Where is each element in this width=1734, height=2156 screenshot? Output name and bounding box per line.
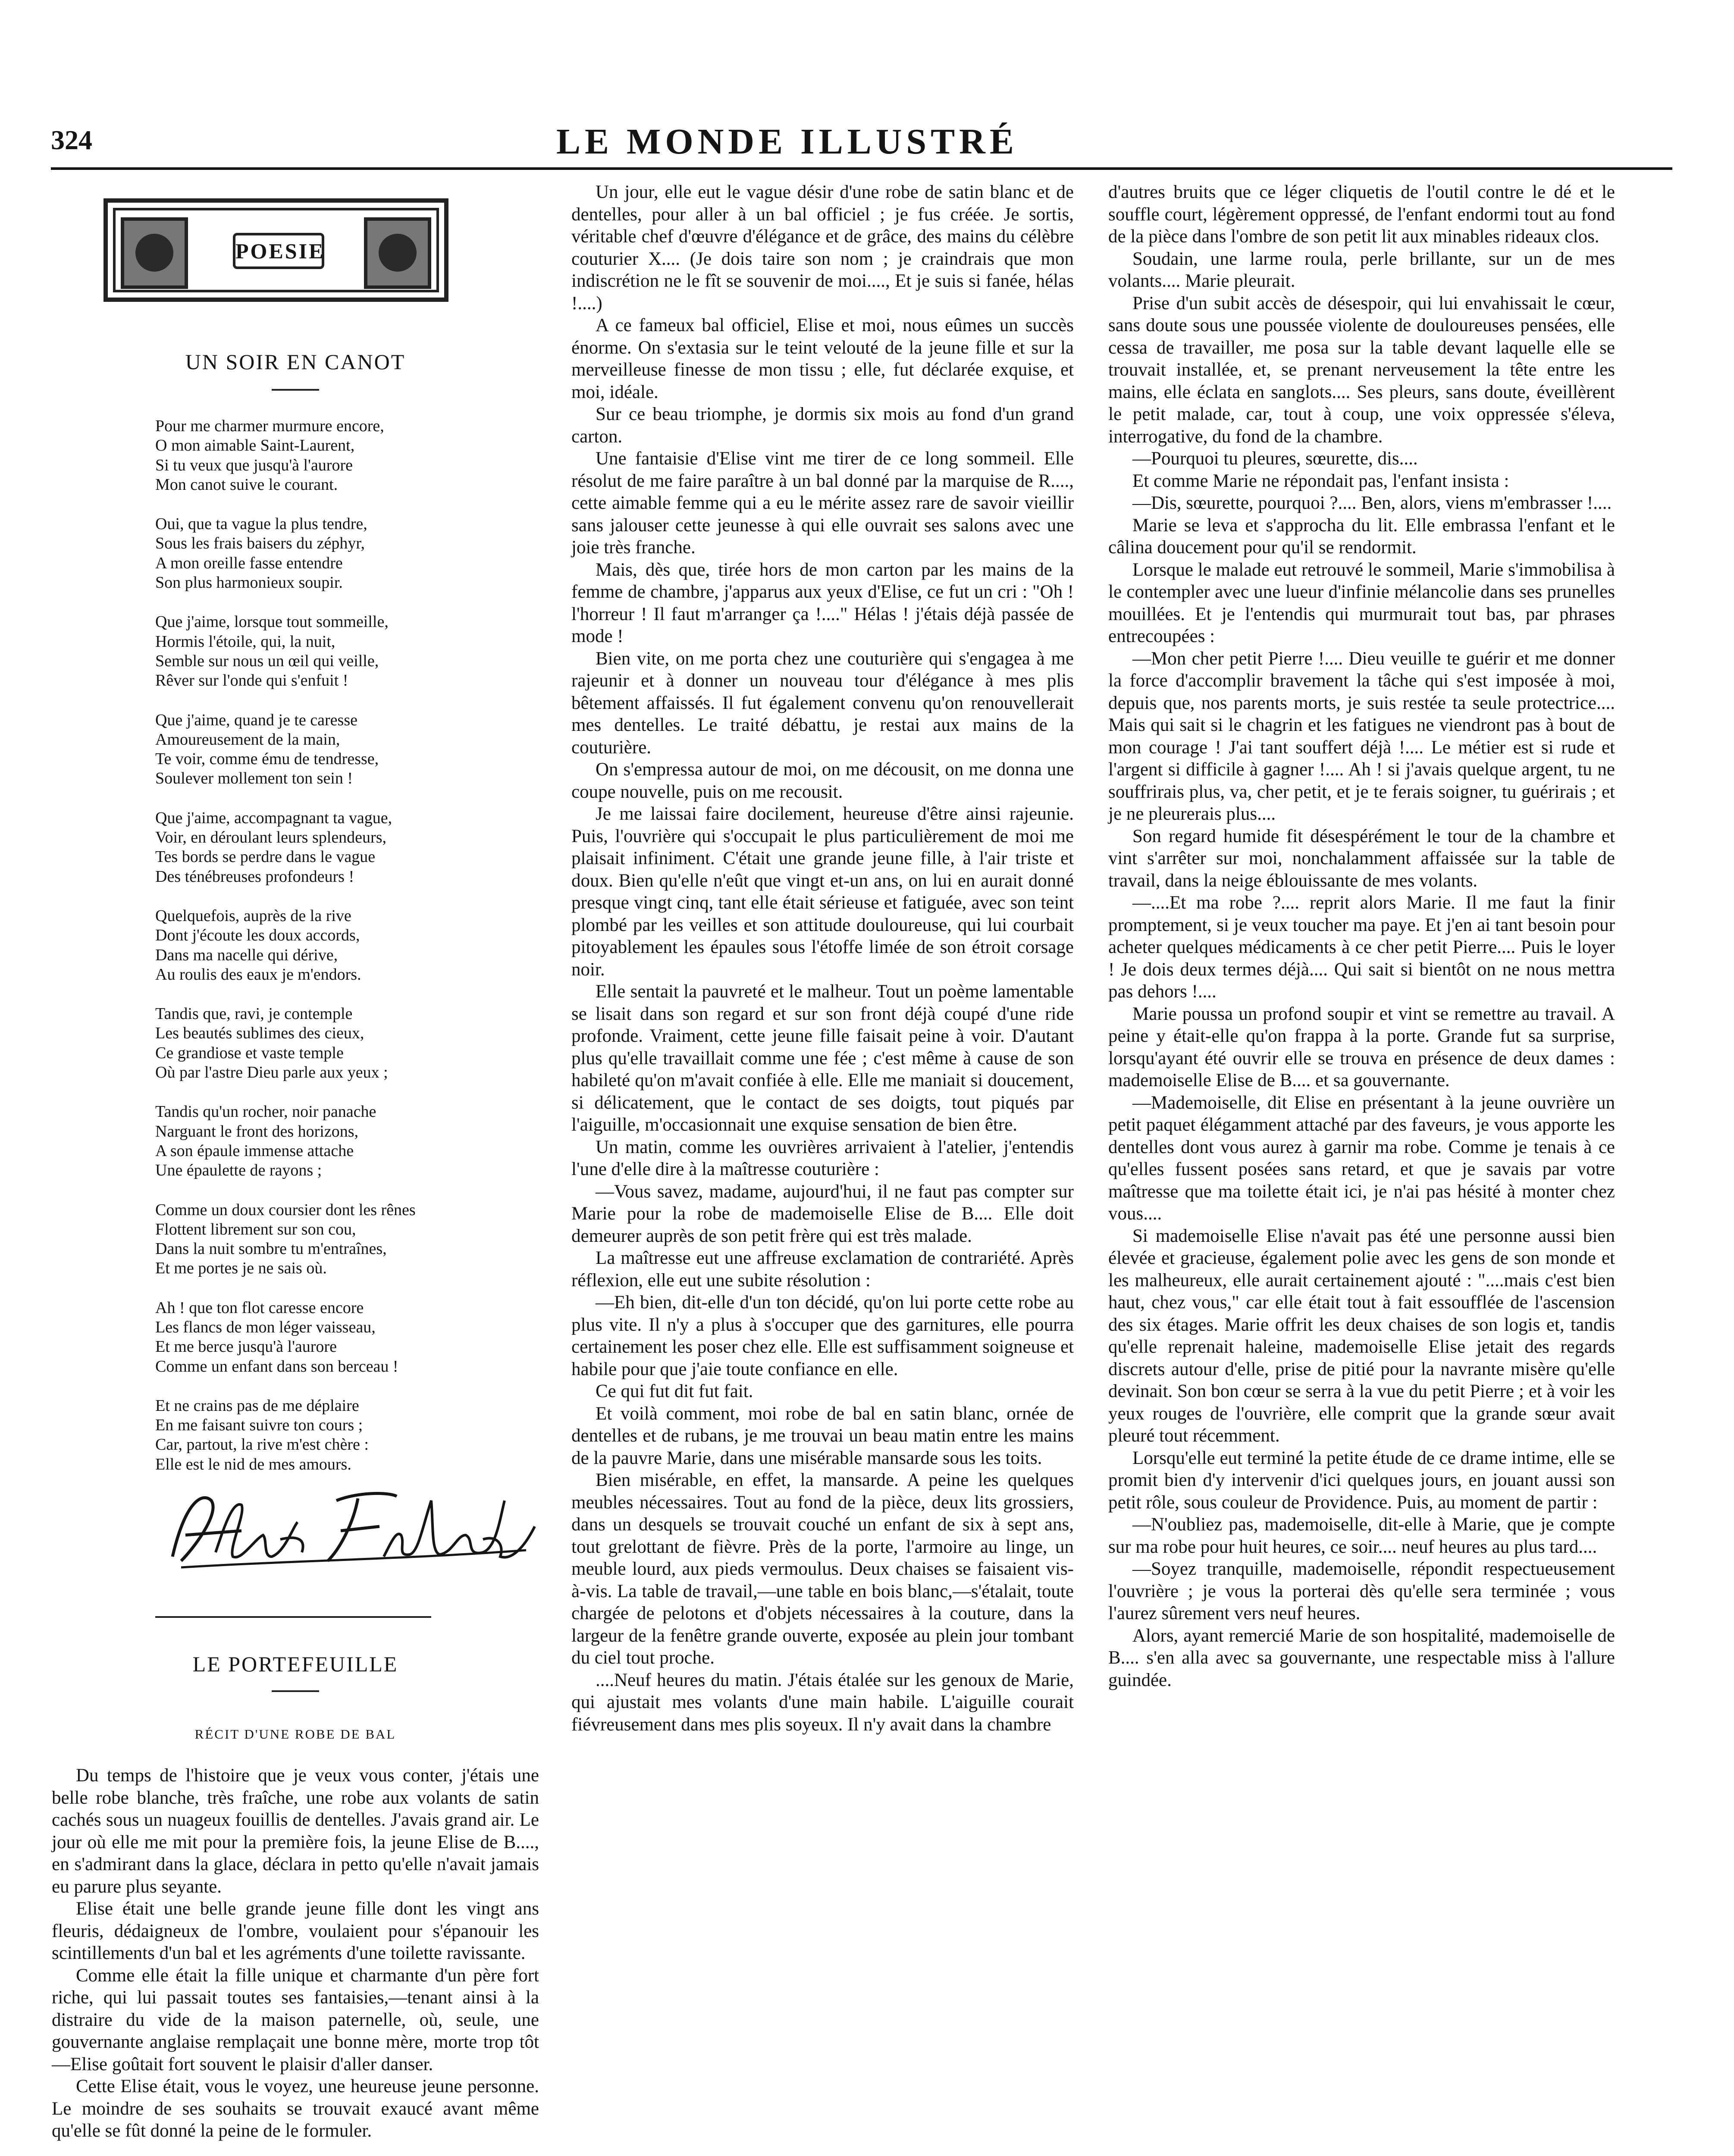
- article-subtitle: RÉCIT D'UNE ROBE DE BAL: [194, 1727, 396, 1742]
- poem-line: Te voir, comme ému de tendresse,: [155, 750, 379, 768]
- paragraph: Et voilà comment, moi robe de bal en satin blanc, ornée de dentelles et de rubans, je me trouvai un beau matin entre les mains de la pauvre Marie, dans une misérable mansarde sous les toits.: [571, 1403, 1074, 1468]
- paragraph: Un jour, elle eut le vague désir d'une robe de satin blanc et de dentelles, pour aller à un bal officiel ; je fus créée. Je sortis, véritable chef d'œuvre d'élégance et de grâce, des mains du célèbre couturier X.... (Je dois taire son nom ; je craindrais que mon indiscrétion ne le fît se souvenir de moi...., Et je suis si fanée, hélas !....): [571, 182, 1074, 313]
- poem-line: Son plus harmonieux soupir.: [155, 573, 343, 592]
- paragraph: Du temps de l'histoire que je veux vous conter, j'étais une belle robe blanche, très fraîche, une robe aux volants de satin cachés sous un nuageux fouillis de dentelles. J'avais grand air. Le jour où elle me mit pour la première fois, la jeune Elise de B...., en s'admirant dans la glace, déclara in petto qu'elle n'avait jamais eu parure plus seyante.: [52, 1765, 539, 1897]
- page-number: 324: [51, 125, 92, 155]
- poem-title: UN SOIR EN CANOT: [185, 350, 406, 374]
- paragraph: Bien misérable, en effet, la mansarde. A peine les quelques meubles nécessaires. Tout au fond de la pièce, deux lits grossiers, dans un desquels se trouvait couché un enfant de six à sept ans, tout grelottant de fièvre. Près de la porte, l'armoire au linge, un meuble lourd, aux pieds vermoulus. Deux chaises se faisaient vis-à-vis. La table de travail,—une table en bois blanc,—s'étalait, toute chargée de pelotons et d'objets nécessaires à la couture, dans la largeur de la fenêtre grande ouverte, exposée au plein jour tombant du ciel tout proche.: [571, 1470, 1074, 1668]
- paragraph: Sur ce beau triomphe, je dormis six mois au fond d'un grand carton.: [571, 404, 1074, 447]
- paragraph: ....Neuf heures du matin. J'étais étalée sur les genoux de Marie, qui ajustait mes volants d'une main habile. L'aiguille courait fiévreusement dans mes plis soyeux. Il n'y avait dans la chambre: [571, 1670, 1074, 1735]
- poem-line: Que j'aime, quand je te caresse: [155, 711, 357, 729]
- poem-line: Amoureusement de la main,: [155, 730, 340, 749]
- paragraph: d'autres bruits que ce léger cliquetis de l'outil contre le dé et le souffle court, légèrement oppressé, de l'enfant endormi tout au fond de la pièce dans l'ombre de son petit lit aux minables rideaux clos.: [1108, 182, 1615, 247]
- paragraph: —Soyez tranquille, mademoiselle, répondit respectueusement l'ouvrière ; je vous la porterai dès qu'elle sera terminée ; vous l'aurez sûrement vers neuf heures.: [1108, 1559, 1615, 1623]
- poem-line: Dans la nuit sombre tu m'entraînes,: [155, 1240, 387, 1258]
- poem-stanza: [155, 612, 416, 690]
- paragraph: —N'oubliez pas, mademoiselle, dit-elle à Marie, que je compte sur ma robe pour huit heures, ce soir.... neuf heures au plus tard....: [1108, 1514, 1615, 1557]
- poem-stanza: [155, 514, 416, 592]
- poem-line: Et ne crains pas de me déplaire: [155, 1396, 359, 1415]
- poem-line: Narguant le front des horizons,: [155, 1122, 359, 1141]
- paragraph: Son regard humide fit désespérément le tour de la chambre et vint s'arrêter sur moi, nonchalamment affaissée sur la table de travail, dans la neige éblouissante de mes volants.: [1108, 826, 1615, 891]
- paragraph: Marie poussa un profond soupir et vint se remettre au travail. A peine y était-elle qu'on frappa à la porte. Grande fut sa surprise, lorsqu'ayant été ouvrir elle se trouva en présence de deux dames : mademoiselle Elise de B.... et sa gouvernante.: [1108, 1003, 1615, 1091]
- paragraph: Alors, ayant remercié Marie de son hospitalité, mademoiselle de B.... s'en alla avec sa gouvernante, une respectable miss à l'allure guindée.: [1108, 1625, 1615, 1690]
- column-3-text: [1108, 181, 1615, 1691]
- poem-line: Comme un doux coursier dont les rênes: [155, 1200, 416, 1219]
- poem-line: Flottent librement sur son cou,: [155, 1220, 356, 1238]
- poem-line: Soulever mollement ton sein !: [155, 769, 353, 788]
- poem-line: Si tu veux que jusqu'à l'aurore: [155, 456, 353, 474]
- poetry-banner: [103, 198, 448, 302]
- article-title: LE PORTEFEUILLE: [192, 1652, 398, 1676]
- poem-stanza: [155, 1298, 416, 1376]
- paragraph: Elise était une belle grande jeune fille dont les vingt ans fleuris, dédaigneux de l'ombre, voulaient pour s'épanouir les scintillements d'un bal et les agréments d'une toilette ravissante.: [52, 1899, 539, 1963]
- poem-line: A mon oreille fasse entendre: [155, 554, 343, 572]
- paragraph: —Mon cher petit Pierre !.... Dieu veuille te guérir et me donner la force d'accomplir bravement la tâche qui s'est imposée à moi, depuis que, nos parents morts, je suis restée ta seule protectrice.... Mais qui sait si le chagrin et les fatigues ne viendront pas à bout de mon courage ! J'ai tant souffert déjà !.... Le métier est si rude et l'argent si difficile à gagner !.... Ah ! si j'avais quelque argent, tu ne souffrirais plus, va, cher petit, et je te ferais soigner, tu guérirais ; et je ne pleurerais plus....: [1108, 648, 1615, 824]
- paragraph: —Eh bien, dit-elle d'un ton décidé, qu'on lui porte cette robe au plus vite. Il n'y a plus à s'occuper que des garnitures, elle pourra certainement les poser chez elle. Elle est suffisamment soigneuse et habile pour que j'aie toute confiance en elle.: [571, 1292, 1074, 1379]
- poem-line: Et me berce jusqu'à l'aurore: [155, 1338, 337, 1356]
- paragraph: Mais, dès que, tirée hors de mon carton par les mains de la femme de chambre, j'apparus aux yeux d'Elise, ce fut un cri : "Oh ! l'horreur ! Il faut m'arranger ça !...." Hélas ! j'étais déjà passée de mode !: [571, 559, 1074, 646]
- poem-line: Dont j'écoute les doux accords,: [155, 926, 360, 945]
- poem-line: Voir, en déroulant leurs splendeurs,: [155, 828, 386, 847]
- poem-stanza: [155, 711, 416, 789]
- column-1-text: [52, 1764, 539, 2142]
- poem-line: Oui, que ta vague la plus tendre,: [155, 515, 367, 533]
- right-vignette-icon: [364, 217, 431, 289]
- poem-line: Ah ! que ton flot caresse encore: [155, 1298, 364, 1317]
- masthead-title: LE MONDE ILLUSTRÉ: [556, 122, 1018, 162]
- paragraph: A ce fameux bal officiel, Elise et moi, nous eûmes un succès énorme. On s'extasia sur le teint velouté de la jeune fille et sur la merveilleuse finesse de mon tissu ; elle, fut déclarée exquise, et moi, idéale.: [571, 315, 1074, 402]
- poem-line: Des ténébreuses profondeurs !: [155, 867, 354, 886]
- poem-line: Hormis l'étoile, qui, la nuit,: [155, 632, 336, 651]
- poem-line: Semble sur nous un œil qui veille,: [155, 652, 379, 670]
- poem-line: Sous les frais baisers du zéphyr,: [155, 534, 365, 553]
- paragraph: Et comme Marie ne répondait pas, l'enfant insista :: [1132, 470, 1509, 491]
- paragraph: —Pourquoi tu pleures, sœurette, dis....: [1132, 448, 1418, 469]
- paragraph: —....Et ma robe ?.... reprit alors Marie. Il me faut la finir promptement, si je veux toucher ma paye. Et j'en ai tant besoin pour acheter quelques médicaments à ce cher petit Pierre.... Puis le loyer ! Je dois deux termes déjà.... Qui sait si bientôt on ne nous mettra pas dehors !....: [1108, 893, 1615, 1002]
- poem-line: Elle est le nid de mes amours.: [155, 1455, 351, 1473]
- poem-line: Tandis que, ravi, je contemple: [155, 1005, 353, 1023]
- poem-line: Où par l'astre Dieu parle aux yeux ;: [155, 1063, 388, 1082]
- poem-line: Au roulis des eaux je m'endors.: [155, 965, 361, 984]
- poem-line: Rêver sur l'onde qui s'enfuit !: [155, 671, 348, 690]
- poem-line: O mon aimable Saint-Laurent,: [155, 436, 355, 455]
- paragraph: —Vous savez, madame, aujourd'hui, il ne faut pas compter sur Marie pour la robe de mademoiselle Elise de B.... Elle doit demeurer auprès de son petit frère qui est très malade.: [571, 1181, 1074, 1246]
- header-rule: [51, 167, 1672, 170]
- author-signature: [155, 1475, 543, 1578]
- poem-line: Ce grandiose et vaste temple: [155, 1044, 344, 1062]
- poem-line: Pour me charmer murmure encore,: [155, 417, 384, 435]
- paragraph: Comme elle était la fille unique et charmante d'un père fort riche, qui lui passait toutes ses fantaisies,—tenant ainsi à la distraire du vide de la maison paternelle, où, seule, une gouvernante anglaise remplaçait une bonne mère, morte trop tôt—Elise goûtait fort souvent le plaisir d'aller danser.: [52, 1965, 539, 2075]
- poem-line: Les beautés sublimes des cieux,: [155, 1024, 364, 1043]
- paragraph: Marie se leva et s'approcha du lit. Elle embrassa l'enfant et le câlina doucement pour qu'il se rendormit.: [1108, 515, 1615, 558]
- paragraph: On s'empressa autour de moi, on me décousit, on me donna une coupe nouvelle, puis on me recousit.: [571, 759, 1074, 802]
- poem-stanza: [155, 1200, 416, 1279]
- paragraph: Soudain, une larme roula, perle brillante, sur un de mes volants.... Marie pleurait.: [1108, 248, 1615, 291]
- paragraph: Lorsqu'elle eut terminé la petite étude de ce drame intime, elle se promit bien d'y intervenir d'ici quelques jours, en jouant aussi son petit rôle, sous couleur de Providence. Puis, au moment de partir :: [1108, 1448, 1615, 1513]
- poem-stanza: [155, 1102, 416, 1180]
- paragraph: Un matin, comme les ouvrières arrivaient à l'atelier, j'entendis l'une d'elle dire à la maîtresse couturière :: [571, 1137, 1074, 1179]
- paragraph: Elle sentait la pauvreté et le malheur. Tout un poème lamentable se lisait dans son regard et sur son front déjà coupé d'une ride profonde. Vraiment, cette jeune fille faisait peine à voir. D'autant plus qu'elle travaillait comme une fée ; c'est même à cause de son habileté qu'on m'avait confiée à elle. Elle me maniait si doucement, si délicatement, que le contact de ses doigts, tout piqués par l'aiguille, m'occasionnait une exquise sensation de bien être.: [571, 981, 1074, 1135]
- poem-stanza: [155, 808, 416, 887]
- poem-line: Et me portes je ne sais où.: [155, 1259, 327, 1278]
- paragraph: Bien vite, on me porta chez une couturière qui s'engagea à me rajeunir et à donner un nouveau tour d'élégance à mes plis bêtement affaissés. Il fut également convenu qu'on renouvellerait mes dentelles. Le traité débattu, je restai aux mains de la couturière.: [571, 648, 1074, 758]
- poem-title-rule: [272, 389, 319, 391]
- paragraph: Prise d'un subit accès de désespoir, qui lui envahissait le cœur, sans doute sous une poussée violente de douloureuses pensées, elle cessa de travailler, me posa sur la table devant laquelle elle se trouvait installée, et, se prenant nerveusement la tête entre les mains, elle éclata en sanglots.... Ses pleurs, sans doute, éveillèrent le petit malade, car, tout à coup, une voix oppressée s'éleva, interrogative, du fond de la chambre.: [1108, 293, 1615, 447]
- poem-line: Comme un enfant dans son berceau !: [155, 1357, 398, 1376]
- paragraph: —Mademoiselle, dit Elise en présentant à la jeune ouvrière un petit paquet élégamment attaché par des faveurs, je vous apporte les dentelles dont vous aurez à garnir ma robe. Comme je tenais à ce qu'elles fussent posées sans retard, et que je savais par votre maîtresse que ma toilette était ici, je n'ai pas hésité à monter chez vous....: [1108, 1092, 1615, 1224]
- poem-line: Mon canot suive le courant.: [155, 475, 338, 494]
- paragraph: Ce qui fut dit fut fait.: [596, 1381, 753, 1401]
- poem-line: Dans ma nacelle qui dérive,: [155, 946, 338, 964]
- poem-line: Quelquefois, auprès de la rive: [155, 906, 351, 925]
- article-title-rule: [272, 1690, 319, 1692]
- poem-line: Car, partout, la rive m'est chère :: [155, 1435, 369, 1454]
- poem-line: Les flancs de mon léger vaisseau,: [155, 1318, 376, 1336]
- poem-line: Une épaulette de rayons ;: [155, 1161, 322, 1180]
- poem-line: Tes bords se perdre dans le vague: [155, 848, 376, 866]
- poem-stanza: [155, 906, 416, 984]
- poem-line: A son épaule immense attache: [155, 1141, 354, 1160]
- paragraph: Cette Elise était, vous le voyez, une heureuse jeune personne. Le moindre de ses souhaits se trouvait exaucé avant même qu'elle se fût donné la peine de le formuler.: [52, 2076, 539, 2141]
- poem-line: Que j'aime, accompagnant ta vague,: [155, 808, 392, 827]
- poem-body: [155, 417, 416, 1494]
- paragraph: Je me laissai faire docilement, heureuse d'être ainsi rajeunie. Puis, l'ouvrière qui s'occupait le plus particulièrement de moi me plaisait infiniment. C'était une grande jeune fille, à l'air triste et doux. Bien qu'elle n'eût que vingt et-un ans, on lui en aurait donné presque vingt cinq, tant elle était sérieuse et fatiguée, avec son teint plombé par les veilles et son attitude douloureuse, qui lui courbait pitoyablement les épaules sous l'étoffe limée de son étroit corsage noir.: [571, 804, 1074, 980]
- paragraph: Si mademoiselle Elise n'avait pas été une personne aussi bien élevée et gracieuse, également polie avec les gens de son monde et les malheureux, elle aurait certainement ajouté : "....mais c'est bien haut, chez vous," car elle était tout à fait essoufflée de l'ascension des six étages. Marie offrit les deux chaises de son logis et, tandis qu'elle reprenait haleine, mademoiselle Elise jetait des regards discrets autour d'elle, prise de pitié pour la navrante misère qu'elle devinait. Son bon cœur se serra à la vue du petit Pierre ; et à voir les yeux rouges de l'ouvrière, elle comprit que la grande sœur avait pleuré tout récemment.: [1108, 1225, 1615, 1446]
- paragraph: —Dis, sœurette, pourquoi ?.... Ben, alors, viens m'embrasser !....: [1132, 493, 1612, 513]
- poem-line: Tandis qu'un rocher, noir panache: [155, 1103, 376, 1121]
- banner-label: POESIE: [233, 233, 324, 269]
- signature-rule: [155, 1616, 431, 1618]
- paragraph: La maîtresse eut une affreuse exclamation de contrariété. Après réflexion, elle eut une subite résolution :: [571, 1248, 1074, 1291]
- poem-stanza: [155, 1396, 416, 1474]
- column-2-text: [571, 181, 1074, 1736]
- poem-line: Que j'aime, lorsque tout sommeille,: [155, 613, 389, 631]
- poem-line: En me faisant suivre ton cours ;: [155, 1416, 363, 1435]
- paragraph: Lorsque le malade eut retrouvé le sommeil, Marie s'immobilisa à le contempler avec une lueur d'infinie mélancolie dans ses prunelles mouillées. Et je l'entendis qui murmurait tout bas, par phrases entrecoupées :: [1108, 559, 1615, 646]
- left-vignette-icon: [121, 217, 188, 289]
- paragraph: Une fantaisie d'Elise vint me tirer de ce long sommeil. Elle résolut de me faire paraître à un bal donné par la marquise de R...., cette aimable femme qui a eu le mérite assez rare de savoir vieillir sans jalouser cette jeunesse à qui elle ouvrait ses salons avec une joie très franche.: [571, 448, 1074, 558]
- poem-stanza: [155, 1004, 416, 1082]
- poem-stanza: [155, 417, 416, 495]
